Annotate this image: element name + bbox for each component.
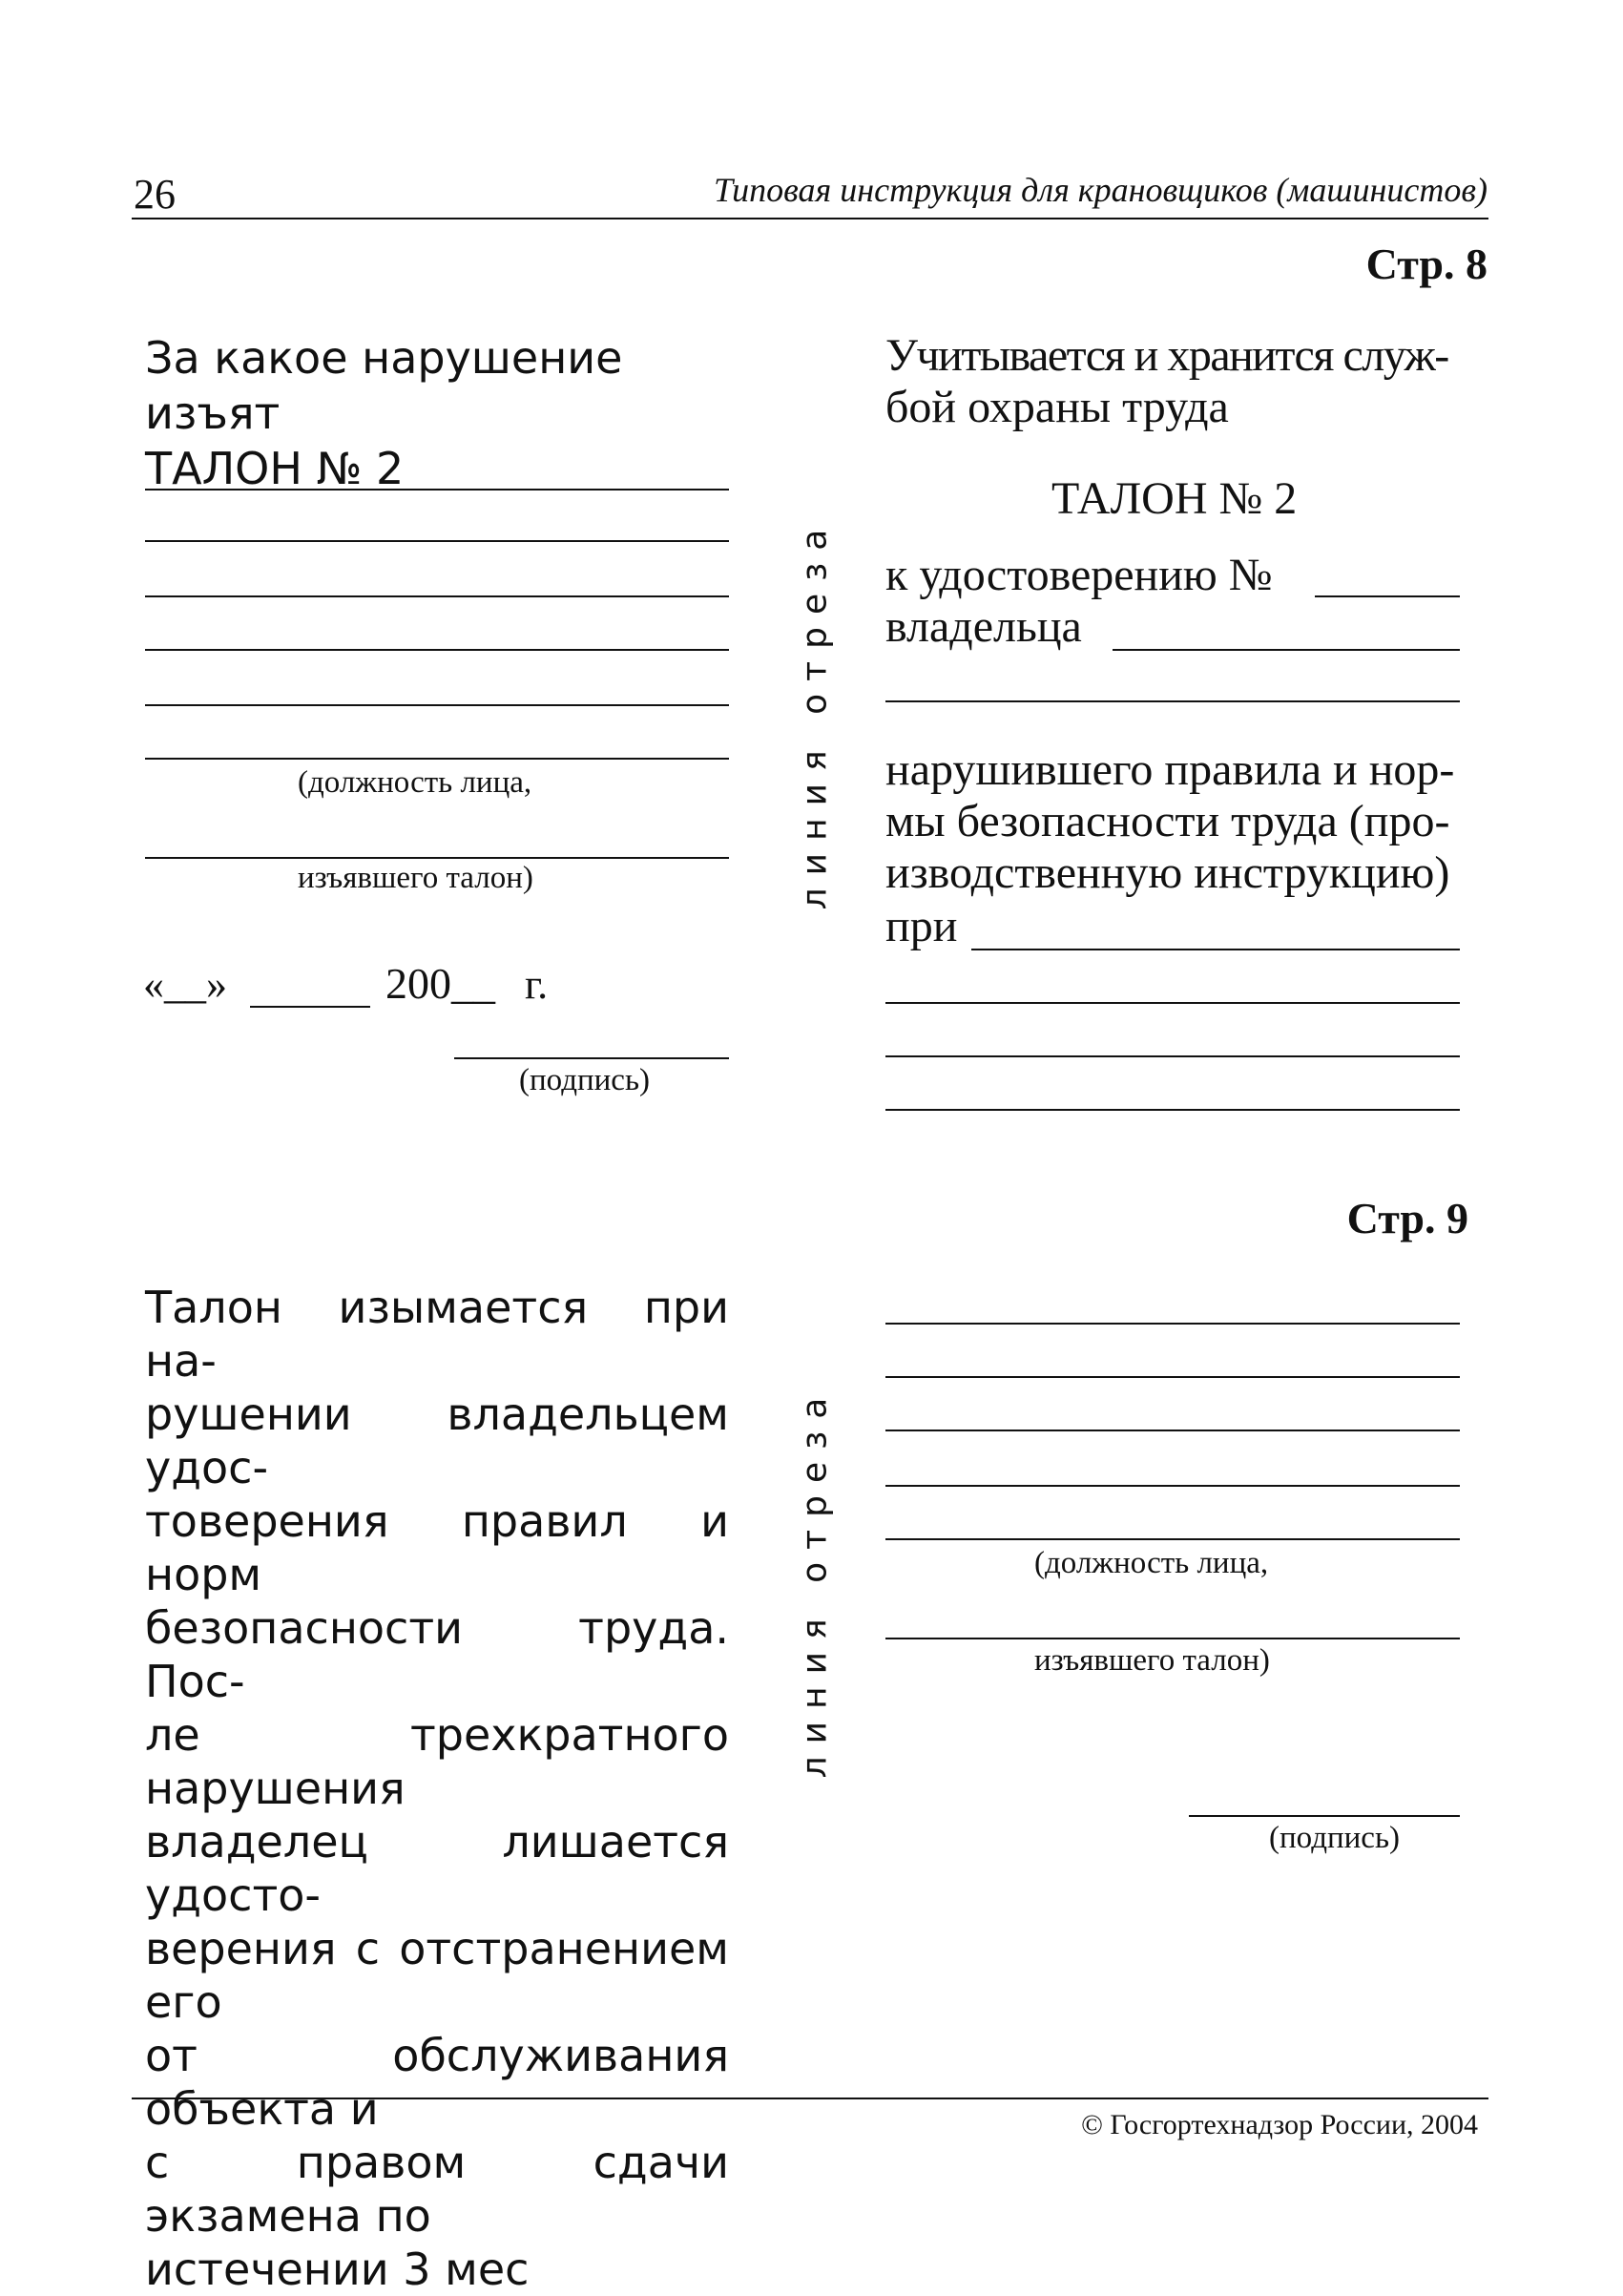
storage-line-1: Учитывается и хранится служ- <box>885 330 1448 381</box>
at-label: при <box>885 901 958 951</box>
caption-issuer: изъявшего талон) <box>298 861 533 895</box>
page-label-9: Стр. 9 <box>1346 1194 1468 1242</box>
date-row <box>143 960 227 1009</box>
storage-note <box>885 330 1467 433</box>
at-line-4[interactable] <box>885 1109 1460 1111</box>
rules-line: ле трехкратного нарушения <box>145 1709 729 1814</box>
rules-paragraph <box>145 1281 729 2296</box>
answer-line[interactable] <box>145 489 729 491</box>
rules-line: истечении 3 мес <box>145 2244 530 2295</box>
issuer-line[interactable] <box>885 1638 1460 1639</box>
violation-text <box>885 744 1477 899</box>
date-suffix: г. <box>525 961 549 1008</box>
question-line-1: За какое нарушение изъят <box>145 332 623 439</box>
issuer-line[interactable] <box>145 857 729 859</box>
answer-line[interactable] <box>145 649 729 651</box>
at-line[interactable] <box>971 949 1460 950</box>
cert-label: к удостоверению № <box>885 550 1273 600</box>
at-line-2[interactable] <box>885 1002 1460 1004</box>
answer-line[interactable] <box>885 1376 1460 1378</box>
answer-line[interactable] <box>885 1430 1460 1431</box>
violation-line-3: изводственную инструкцию) <box>885 847 1450 898</box>
question-heading <box>145 330 737 496</box>
caption-issuer: изъявшего талон) <box>1034 1643 1270 1678</box>
page-number: 26 <box>134 171 176 218</box>
answer-line[interactable] <box>145 704 729 706</box>
cert-number-line[interactable] <box>1315 595 1460 597</box>
date-year: 200__ <box>385 959 495 1008</box>
date-month-line[interactable] <box>250 1006 370 1008</box>
answer-line[interactable] <box>145 540 729 542</box>
rules-line: безопасности труда. Пос- <box>145 1602 729 1707</box>
answer-line[interactable] <box>885 1323 1460 1325</box>
at-line-3[interactable] <box>885 1055 1460 1057</box>
cut-line-label: линия отреза <box>795 1385 835 1779</box>
rules-line: верения с отстранением его <box>145 1923 729 2028</box>
position-line[interactable] <box>885 1538 1460 1540</box>
rules-line: от обслуживания объекта и <box>145 2030 729 2135</box>
rules-line: рушении владельцем удос- <box>145 1388 729 1493</box>
signature-line[interactable] <box>1189 1815 1460 1817</box>
footer-rule <box>132 2098 1488 2099</box>
copyright: © Госгортехнадзор России, 2004 <box>1081 2109 1478 2140</box>
signature-line[interactable] <box>454 1057 729 1059</box>
violation-line-1: нарушившего правила и нор- <box>885 744 1455 795</box>
rules-line: товерения правил и норм <box>145 1495 729 1600</box>
caption-signature: (подпись) <box>519 1063 650 1097</box>
storage-line-2: бой охраны труда <box>885 382 1229 432</box>
caption-position: (должность лица, <box>298 765 532 800</box>
answer-line[interactable] <box>145 595 729 597</box>
cut-line-label: линия отреза <box>795 516 835 910</box>
rules-line: с правом сдачи экзамена по <box>145 2137 729 2242</box>
owner-line[interactable] <box>1113 649 1460 651</box>
question-line-2: ТАЛОН № 2 <box>145 443 405 494</box>
rules-line: владелец лишается удосто- <box>145 1816 729 1921</box>
caption-position: (должность лица, <box>1034 1546 1269 1580</box>
owner-line-2[interactable] <box>885 700 1460 702</box>
running-title: Типовая инструкция для крановщиков (машинистов) <box>713 171 1488 209</box>
rules-line: Талон изымается при на- <box>145 1282 729 1387</box>
header-rule <box>132 218 1488 219</box>
answer-line[interactable] <box>885 1485 1460 1487</box>
coupon-title: ТАЛОН № 2 <box>1051 473 1298 524</box>
violation-line-2: мы безопасности труда (про- <box>885 796 1450 846</box>
page-label-8: Стр. 8 <box>1365 240 1488 288</box>
position-line[interactable] <box>145 758 729 760</box>
owner-label: владельца <box>885 601 1082 652</box>
date-day: «__» <box>143 961 227 1008</box>
caption-signature: (подпись) <box>1269 1821 1400 1855</box>
